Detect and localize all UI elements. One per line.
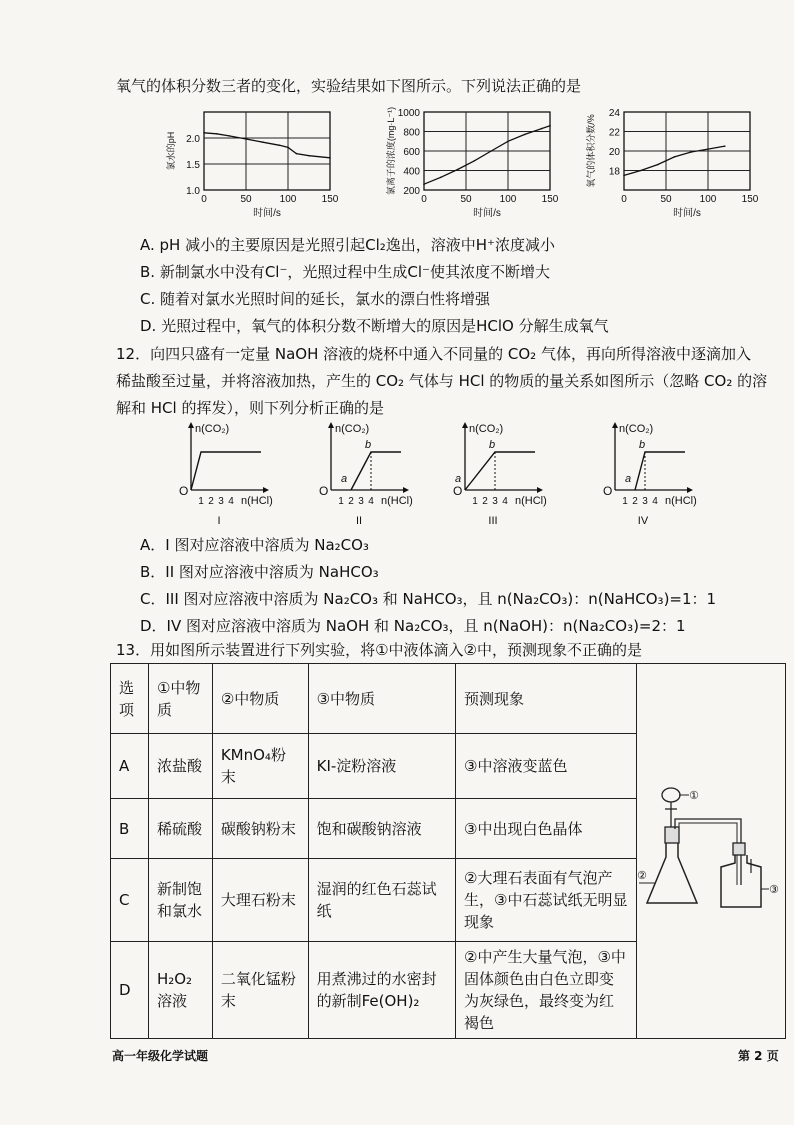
data-point <box>549 125 551 127</box>
footer-title: 高一年级化学试题 <box>112 1049 209 1063</box>
data-point <box>623 175 625 177</box>
table-cell: 用煮沸过的水密封的新制Fe(OH)₂ <box>308 942 455 1039</box>
q13-header-cell: ②中物质 <box>212 664 308 734</box>
origin-label: O <box>319 484 329 498</box>
table-cell: ②大理石表面有气泡产生，③中石蕊试纸无明显现象 <box>456 859 637 942</box>
x-tick-label: 3 <box>358 496 364 507</box>
graph-roman-label: IV <box>637 515 649 527</box>
q13-header-cell: 预测现象 <box>456 664 637 734</box>
graph-roman-label: II <box>355 515 363 527</box>
table-cell: B <box>111 799 149 859</box>
data-point <box>541 128 543 130</box>
table-cell: A <box>111 734 149 799</box>
y-tick-label: 24 <box>608 108 620 119</box>
data-point <box>287 147 289 149</box>
data-point <box>724 145 726 147</box>
data-point <box>707 148 709 150</box>
y-axis-label: 氯离子的浓度(mg·L⁻¹) <box>386 106 396 196</box>
q12-line-3: 解和 HCl 的挥发），则下列分析正确的是 <box>116 399 384 417</box>
co2-curve <box>191 452 261 490</box>
graph-roman-label: III <box>488 515 498 527</box>
data-point <box>216 133 218 135</box>
y-arrow <box>328 422 334 428</box>
x-tick-label: 1 <box>472 496 478 507</box>
apparatus-label-3: ③ <box>768 884 779 896</box>
q11-charts <box>160 100 760 230</box>
q12-option-a: A．I 图对应溶液中溶质为 Na₂CO₃ <box>140 536 369 554</box>
x-tick-label: 4 <box>368 496 374 507</box>
y-arrow <box>462 422 468 428</box>
x-tick-label: 2 <box>348 496 354 507</box>
y-tick-label: 1.5 <box>186 160 200 171</box>
x-arrow <box>687 487 693 493</box>
x-tick-label: 150 <box>321 194 339 205</box>
x-arrow <box>403 487 409 493</box>
x-axis-label: 时间/s <box>473 208 501 219</box>
q13-header-cell: 选项 <box>111 664 149 734</box>
x-tick-label: 150 <box>541 194 559 205</box>
y-axis-label: 氧气的体积分数/% <box>586 114 596 188</box>
x-tick-label: 3 <box>492 496 498 507</box>
data-point <box>245 138 247 140</box>
y-tick-label: 600 <box>403 147 420 158</box>
x-tick-label: 0 <box>201 194 207 205</box>
table-cell: 饱和碳酸钠溶液 <box>308 799 455 859</box>
y-axis-label: n(CO₂) <box>335 423 370 435</box>
x-tick-label: 1 <box>622 496 628 507</box>
q11-option-d: D. 光照过程中，氧气的体积分数不断增大的原因是HClO 分解生成氧气 <box>140 317 609 335</box>
hcl-graph-1 <box>179 422 273 527</box>
chart-frame <box>204 112 330 190</box>
x-axis-label: n(HCl) <box>665 495 697 507</box>
data-point <box>674 156 676 158</box>
table-cell: 大理石粉末 <box>212 859 308 942</box>
x-tick-label: 50 <box>660 194 672 205</box>
y-tick-label: 18 <box>608 166 620 178</box>
x-tick-label: 100 <box>499 194 517 205</box>
apparatus-diagram <box>637 667 785 1035</box>
apparatus-cell <box>636 664 785 1039</box>
table-cell: ③中出现白色晶体 <box>456 799 637 859</box>
apparatus-label-1: ① <box>688 790 699 802</box>
data-point <box>640 170 642 172</box>
data-point <box>657 164 659 166</box>
x-tick-label: 4 <box>502 496 508 507</box>
data-point <box>296 153 298 155</box>
y-tick-label: 1.0 <box>186 186 200 197</box>
co2-curve <box>635 452 685 490</box>
y-tick-label: 800 <box>403 127 420 139</box>
data-point <box>279 144 281 146</box>
q13-table <box>110 663 786 1039</box>
x-arrow <box>537 487 543 493</box>
y-tick-label: 2.0 <box>186 134 200 145</box>
x-axis-label: 时间/s <box>673 208 701 219</box>
y-axis-label: n(CO₂) <box>619 423 654 435</box>
point-b-label: b <box>489 439 496 451</box>
chart-3 <box>585 108 759 219</box>
x-tick-label: 2 <box>632 496 638 507</box>
page-number: 第 2 页 <box>738 1049 779 1063</box>
y-axis-label: n(CO₂) <box>469 423 504 435</box>
table-cell: D <box>111 942 149 1039</box>
graph-roman-label: I <box>217 515 221 527</box>
data-point <box>690 151 692 153</box>
x-tick-label: 4 <box>228 496 234 507</box>
y-tick-label: 400 <box>403 166 420 178</box>
q12-stem <box>116 341 767 422</box>
point-b-label: b <box>639 439 646 451</box>
data-point <box>308 155 310 157</box>
q11-option-a: A. pH 减小的主要原因是光照引起Cl₂逸出，溶液中H⁺浓度减小 <box>140 236 555 254</box>
table-cell: 新制饱和氯水 <box>148 859 212 942</box>
q12-line-2: 稀盐酸至过量，并将溶液加热，产生的 CO₂ 气体与 HCl 的物质的量关系如图所示（忽略 CO₂ 的溶 <box>116 372 768 390</box>
data-point <box>228 135 230 137</box>
data-point <box>423 183 425 185</box>
x-tick-label: 1 <box>198 496 204 507</box>
y-arrow <box>612 422 618 428</box>
table-cell: ②中产生大量气泡，③中固体颜色由白色立即变为灰绿色，最终变为红褐色 <box>456 942 637 1039</box>
q13-header-row <box>111 664 786 734</box>
table-cell: KMnO₄粉末 <box>212 734 308 799</box>
point-a-label: a <box>341 473 348 485</box>
x-tick-label: 50 <box>460 194 472 205</box>
co2-curve <box>465 452 535 490</box>
hcl-graph-3 <box>453 422 547 527</box>
table-cell: H₂O₂溶液 <box>148 942 212 1039</box>
x-tick-label: 100 <box>699 194 717 205</box>
hcl-graph-2 <box>319 422 413 527</box>
q13-header-cell: ①中物质 <box>148 664 212 734</box>
x-axis-label: n(HCl) <box>381 495 413 507</box>
x-tick-label: 3 <box>218 496 224 507</box>
data-point <box>507 140 509 142</box>
origin-label: O <box>179 484 189 498</box>
data-point <box>329 157 331 159</box>
q12-line-1: 12．向四只盛有一定量 NaOH 溶液的烧杯中通入不同量的 CO₂ 气体，再向所得溶液中逐滴加入 <box>116 345 751 363</box>
chart-2 <box>385 107 559 219</box>
x-axis-label: n(HCl) <box>515 495 547 507</box>
data-point <box>490 150 492 152</box>
q11-intro: 氧气的体积分数三者的变化，实验结果如下图所示。下列说法正确的是 <box>116 77 582 95</box>
q12-options <box>140 532 716 640</box>
table-cell: ③中溶液变蓝色 <box>456 734 637 799</box>
chart-1 <box>165 112 339 219</box>
x-tick-label: 0 <box>421 194 427 205</box>
x-tick-label: 1 <box>338 496 344 507</box>
series-line <box>424 126 550 185</box>
x-tick-label: 50 <box>240 194 252 205</box>
data-point <box>457 169 459 171</box>
y-arrow <box>188 422 194 428</box>
x-tick-label: 0 <box>621 194 627 205</box>
q12-option-c: C．III 图对应溶液中溶质为 Na₂CO₃ 和 NaHCO₃，且 n(Na₂CO₃)：n(NaHCO₃)=1：1 <box>140 590 717 608</box>
data-point <box>524 134 526 136</box>
x-axis-label: n(HCl) <box>241 495 273 507</box>
point-a-label: a <box>625 473 632 485</box>
table-cell: KI-淀粉溶液 <box>308 734 455 799</box>
y-tick-label: 22 <box>608 127 620 139</box>
data-point <box>474 160 476 162</box>
q12-graphs <box>165 418 745 528</box>
q11-option-b: B. 新制氯水中没有Cl⁻，光照过程中生成Cl⁻使其浓度不断增大 <box>140 263 550 281</box>
x-tick-label: 100 <box>279 194 297 205</box>
point-a-label: a <box>455 473 462 485</box>
table-cell: 浓盐酸 <box>148 734 212 799</box>
q12-option-b: B．II 图对应溶液中溶质为 NaHCO₃ <box>140 563 379 581</box>
data-point <box>203 132 205 134</box>
series-line <box>624 146 725 175</box>
table-cell: 湿润的红色石蕊试纸 <box>308 859 455 942</box>
apparatus-label-2: ② <box>636 870 647 882</box>
table-cell: 二氧化锰粉末 <box>212 942 308 1039</box>
x-axis-label: 时间/s <box>253 208 281 219</box>
data-point <box>440 177 442 179</box>
y-tick-label: 200 <box>403 186 420 197</box>
origin-label: O <box>603 484 613 498</box>
origin-label: O <box>453 484 463 498</box>
y-axis-label: n(CO₂) <box>195 423 230 435</box>
y-axis-label: 氯水的pH <box>166 131 176 171</box>
q11-option-c: C. 随着对氯水光照时间的延长，氯水的漂白性将增强 <box>140 290 491 308</box>
data-point <box>262 141 264 143</box>
q13-header-cell: ③中物质 <box>308 664 455 734</box>
table-cell: C <box>111 859 149 942</box>
x-tick-label: 2 <box>482 496 488 507</box>
x-tick-label: 3 <box>642 496 648 507</box>
q13-stem: 13．用如图所示装置进行下列实验，将①中液体滴入②中，预测现象不正确的是 <box>116 641 642 659</box>
x-tick-label: 150 <box>741 194 759 205</box>
x-arrow <box>263 487 269 493</box>
y-tick-label: 20 <box>608 147 620 158</box>
x-tick-label: 4 <box>652 496 658 507</box>
co2-curve <box>351 452 401 490</box>
point-b-label: b <box>365 439 372 451</box>
y-tick-label: 1000 <box>397 108 420 119</box>
q11-options <box>140 232 609 340</box>
table-cell: 稀硫酸 <box>148 799 212 859</box>
x-tick-label: 2 <box>208 496 214 507</box>
hcl-graph-4 <box>603 422 697 527</box>
q12-option-d: D．IV 图对应溶液中溶质为 NaOH 和 Na₂CO₃，且 n(NaOH)：n(Na₂CO₃)=2：1 <box>140 617 686 635</box>
series-line <box>204 133 330 158</box>
table-cell: 碳酸钠粉末 <box>212 799 308 859</box>
